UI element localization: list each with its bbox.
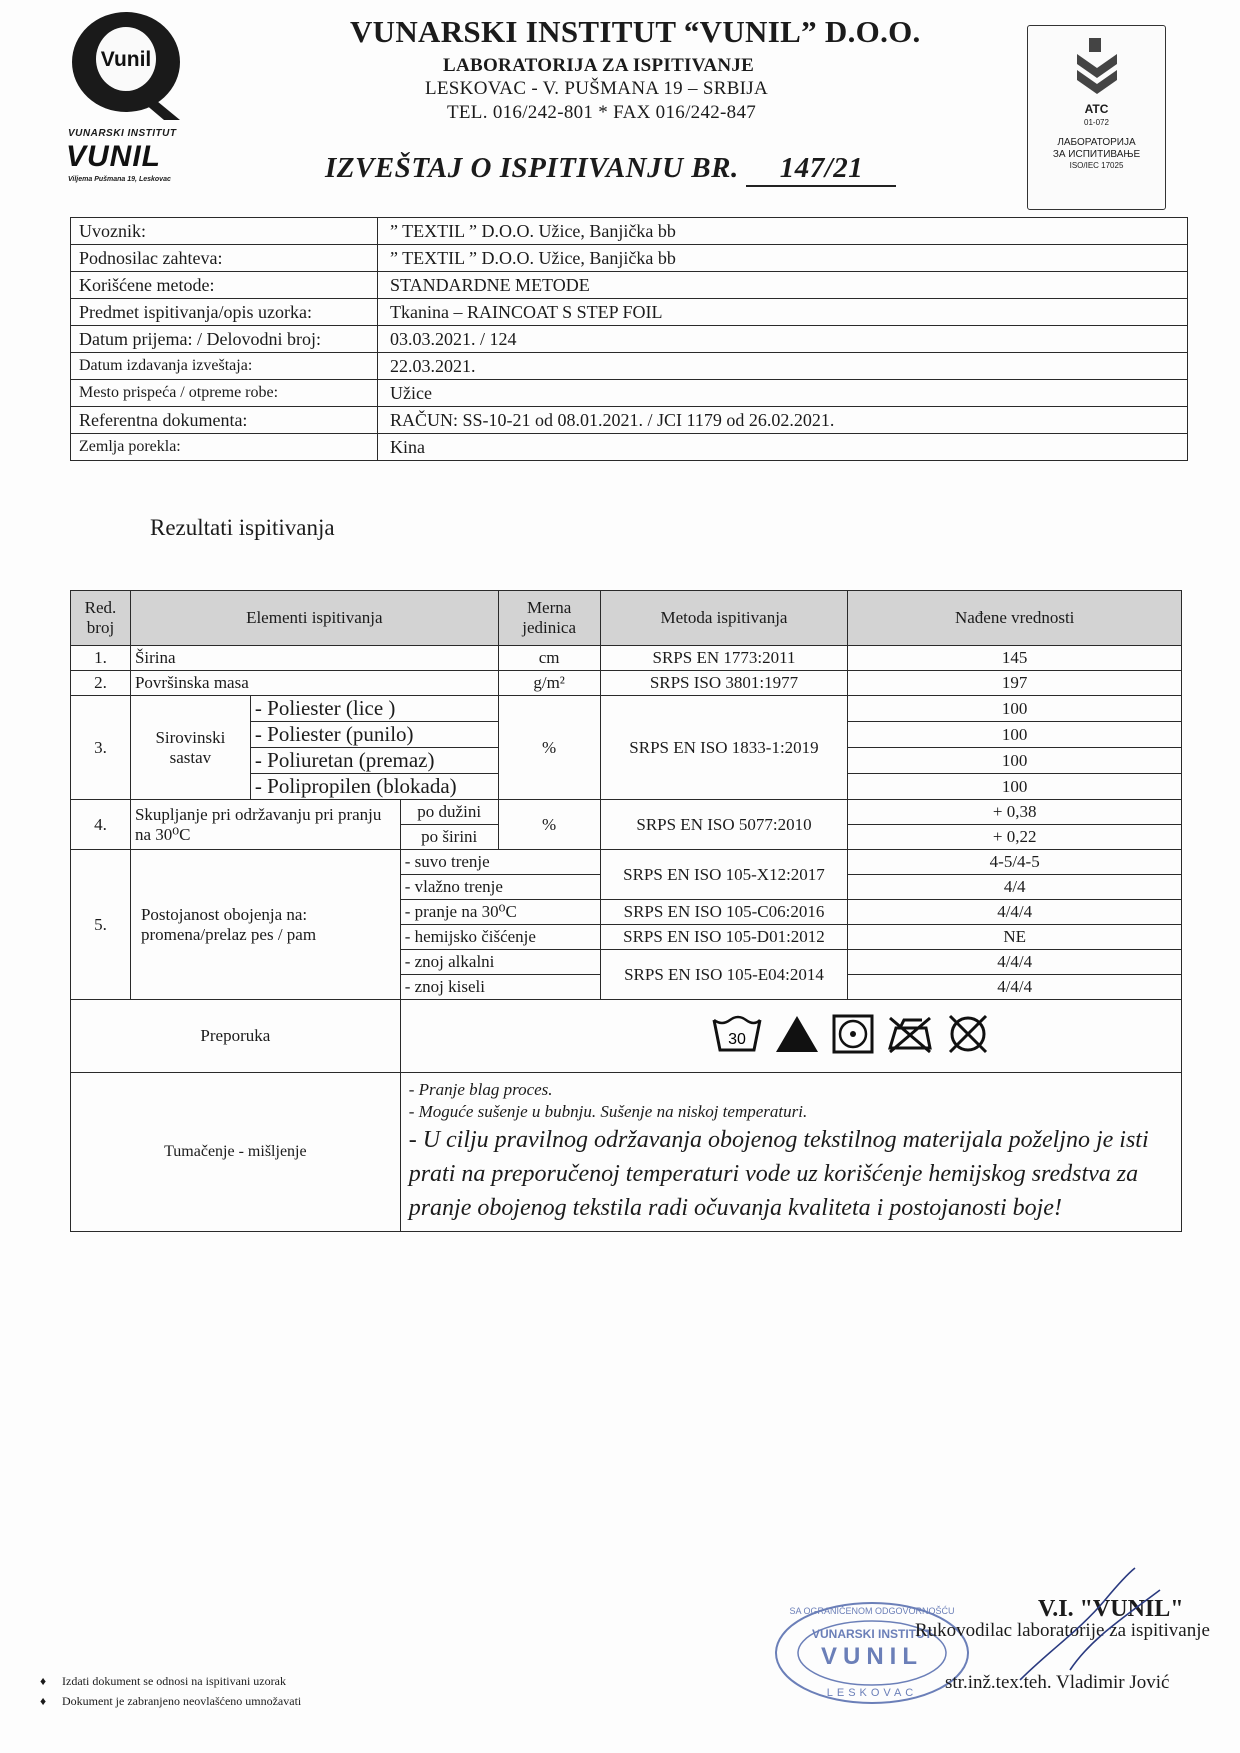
info-row (71, 218, 1188, 245)
row-value: 100 (848, 722, 1182, 748)
atc-text-2: ЗА ИСПИТИВАЊЕ (1052, 149, 1141, 160)
header-row (71, 591, 1182, 646)
fastness-item: - hemijsko čišćenje (400, 925, 600, 950)
info-value: 03.03.2021. / 124 (378, 326, 1188, 353)
composition-item: - Poliuretan (premaz) (250, 748, 498, 774)
row-value: + 0,22 (848, 825, 1182, 850)
info-label: Mesto prispeća / otpreme robe: (71, 380, 378, 407)
row-value: 145 (848, 646, 1182, 671)
row-method: SRPS ISO 3801:1977 (600, 671, 848, 696)
signature-role: Rukovodilac laboratorije za ispitivanje (915, 1620, 1210, 1641)
row-no: 2. (71, 671, 131, 696)
atc-standard: ISO/IEC 17025 (1069, 161, 1124, 170)
fastness-item: - vlažno trenje (400, 875, 600, 900)
row-no: 1. (71, 646, 131, 671)
row-no: 3. (71, 696, 131, 800)
row-value: 100 (848, 774, 1182, 800)
info-label: Predmet ispitivanja/opis uzorka: (71, 299, 378, 326)
header-method: Metoda ispitivanja (600, 591, 848, 646)
row-unit: % (498, 696, 600, 800)
row-value: 197 (848, 671, 1182, 696)
header-element: Elementi ispitivanja (130, 591, 498, 646)
stamp-name: VUNIL (821, 1643, 923, 1670)
row-value: + 0,38 (848, 800, 1182, 825)
company-title: VUNARSKI INSTITUT “VUNIL” D.O.O. (350, 14, 921, 49)
row-value: 4/4/4 (848, 900, 1182, 925)
care-symbols (400, 1000, 1181, 1073)
footer-line-2: Dokument je zabranjeno neovlašćeno umnožavati (62, 1694, 302, 1708)
signature-org: V.I. "VUNIL" (1038, 1596, 1184, 1622)
row-unit: % (498, 800, 600, 850)
atc-number: 01-072 (1084, 118, 1109, 127)
table-row (71, 696, 1182, 722)
fastness-item: - znoj kiseli (400, 975, 600, 1000)
row-method: SRPS EN ISO 5077:2010 (600, 800, 848, 850)
table-row (71, 800, 1182, 825)
stamp-outer-text: SA OGRANIČENOM ODGOVORNOŠĆU (789, 1606, 955, 1616)
row-unit: g/m² (498, 671, 600, 696)
header-unit: Merna jedinica (498, 591, 600, 646)
info-value: Kina (378, 434, 1188, 461)
row-method: SRPS EN ISO 105-X12:2017 (600, 850, 848, 900)
info-label: Uvoznik: (71, 218, 378, 245)
footer-line-1: Izdati dokument se odnosi na ispitivani uzorak (62, 1674, 286, 1688)
info-label: Zemlja porekla: (71, 434, 378, 461)
footer-note: ♦ Dokument je zabranjeno neovlašćeno umnožavati (40, 1694, 302, 1708)
shrink-item: po dužini (400, 800, 498, 825)
table-row (71, 850, 1182, 875)
bleach-icon (774, 1014, 820, 1054)
info-row (71, 326, 1188, 353)
row-value: 4/4/4 (848, 950, 1182, 975)
footer-note: ♦ Izdati dokument se odnosi na ispitivani uzorak (40, 1674, 286, 1688)
recommendation-label: Preporuka (71, 1000, 401, 1073)
logo-vunil: VUNIL (66, 140, 161, 173)
fastness-item: - znoj alkalni (400, 950, 600, 975)
atc-logo-icon (1075, 38, 1119, 100)
info-row (71, 407, 1188, 434)
composition-item: - Poliester (punilo) (250, 722, 498, 748)
info-table (70, 217, 1188, 461)
company-address: LESKOVAC - V. PUŠMANA 19 – SRBIJA (425, 78, 769, 99)
row-element: Postojanost obojenja na: promena/prelaz pes / pam (130, 850, 400, 1000)
row-unit: cm (498, 646, 600, 671)
handwritten-signature (1010, 1560, 1180, 1690)
header-value: Nađene vrednosti (848, 591, 1182, 646)
info-value: Užice (378, 380, 1188, 407)
info-label: Datum prijema: / Delovodni broj: (71, 326, 378, 353)
row-no: 5. (71, 850, 131, 1000)
info-value: 22.03.2021. (378, 353, 1188, 380)
info-row (71, 434, 1188, 461)
accreditation-badge (1027, 25, 1166, 210)
header-no: Red. broj (71, 591, 131, 646)
info-row (71, 245, 1188, 272)
row-no: 4. (71, 800, 131, 850)
lab-name: LABORATORIJA ZA ISPITIVANJE (443, 55, 755, 76)
report-number: 147/21 (746, 152, 896, 187)
info-label: Podnosilac zahteva: (71, 245, 378, 272)
row-method: SRPS EN ISO 105-E04:2014 (600, 950, 848, 1000)
info-value: ” TEXTIL ” D.O.O. Užice, Banjička bb (378, 218, 1188, 245)
row-element: Skupljanje pri održavanju pri pranju na 30⁰C (130, 800, 400, 850)
info-row (71, 353, 1188, 380)
info-label: Datum izdavanja izveštaja: (71, 353, 378, 380)
signature-name: str.inž.tex.teh. Vladimir Jović (945, 1672, 1170, 1693)
row-value: 100 (848, 748, 1182, 774)
vunil-logo (68, 4, 188, 122)
info-value: Tkanina – RAINCOAT S STEP FOIL (378, 299, 1188, 326)
atc-code: ATC (1084, 102, 1109, 116)
no-iron-icon (886, 1014, 934, 1054)
fastness-item: - pranje na 30⁰C (400, 900, 600, 925)
info-label: Referentna dokumenta: (71, 407, 378, 434)
row-method: SRPS EN ISO 1833-1:2019 (600, 696, 848, 800)
table-row (71, 646, 1182, 671)
interpretation-label: Tumačenje - mišljenje (71, 1073, 401, 1232)
stamp-institut: VUNARSKI INSTITUT (812, 1627, 932, 1641)
info-row (71, 380, 1188, 407)
institute-stamp (772, 1598, 972, 1708)
info-label: Korišćene metode: (71, 272, 378, 299)
row-value: 4/4 (848, 875, 1182, 900)
wash-temp: 30 (727, 1030, 746, 1048)
row-method: SRPS EN 1773:2011 (600, 646, 848, 671)
recommendation-row (71, 1000, 1182, 1073)
row-value: NE (848, 925, 1182, 950)
report-label: IZVEŠTAJ O ISPITIVANJU BR. (325, 152, 739, 184)
info-value: RAČUN: SS-10-21 od 08.01.2021. / JCI 1179 od 26.02.2021. (378, 407, 1188, 434)
interpretation-row (71, 1073, 1182, 1232)
row-value: 4/4/4 (848, 975, 1182, 1000)
row-method: SRPS EN ISO 105-C06:2016 (600, 900, 848, 925)
table-row (71, 671, 1182, 696)
interpretation-text (400, 1073, 1181, 1232)
row-element: Sirovinski sastav (130, 696, 250, 800)
fastness-item: - suvo trenje (400, 850, 600, 875)
row-value: 100 (848, 696, 1182, 722)
interpretation-line-1: - Pranje blag proces. (408, 1080, 553, 1099)
shrink-item: po širini (400, 825, 498, 850)
results-table (70, 590, 1182, 1232)
results-title: Rezultati ispitivanja (150, 515, 335, 540)
row-method: SRPS EN ISO 105-D01:2012 (600, 925, 848, 950)
info-row (71, 272, 1188, 299)
report-title (325, 152, 896, 187)
wash-30-icon (712, 1014, 762, 1054)
logo-address: Viljema Pušmana 19, Leskovac (68, 176, 171, 183)
logo-institut: VUNARSKI INSTITUT (68, 128, 177, 139)
info-value: ” TEXTIL ” D.O.O. Užice, Banjička bb (378, 245, 1188, 272)
info-value: STANDARDNE METODE (378, 272, 1188, 299)
company-phone: TEL. 016/242-801 * FAX 016/242-847 (447, 102, 757, 123)
row-element: Širina (130, 646, 498, 671)
no-dry-clean-icon (946, 1014, 990, 1054)
info-row (71, 299, 1188, 326)
stamp-city: LESKOVAC (826, 1687, 918, 1699)
interpretation-line-3: - U cilju pravilnog održavanja obojenog tekstilnog materijala poželjno je isti prati na preporučenoj temperaturi vode uz korišćenje hemijskog sredstva za pranje obojenog tekstila radi očuvanja kvaliteta i postojanosti boje! (408, 1127, 1149, 1221)
composition-item: - Poliester (lice ) (250, 696, 498, 722)
tumble-dry-low-icon (832, 1014, 874, 1054)
composition-item: - Polipropilen (blokada) (250, 774, 498, 800)
atc-text-1: ЛАБОРАТОРИЈА (1057, 137, 1136, 148)
interpretation-line-2: - Moguće sušenje u bubnju. Sušenje na niskoj temperaturi. (408, 1102, 808, 1121)
logo-inner-text: Vunil (100, 48, 152, 71)
row-element: Površinska masa (130, 671, 498, 696)
row-value: 4-5/4-5 (848, 850, 1182, 875)
